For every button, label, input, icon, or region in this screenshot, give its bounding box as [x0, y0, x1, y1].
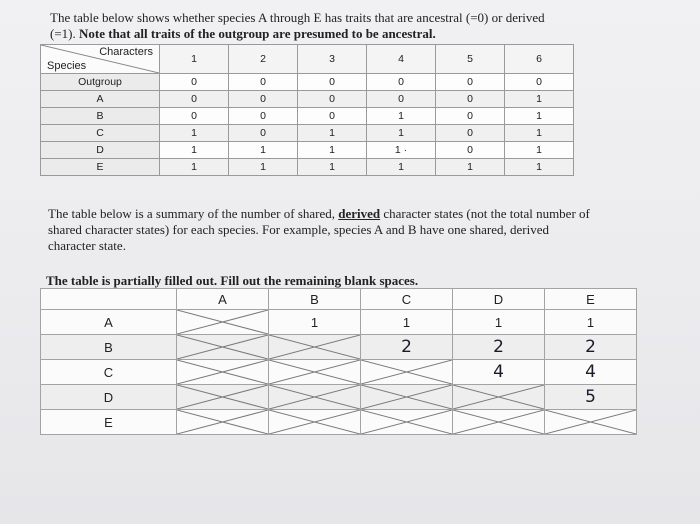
traits-cell: 0	[505, 74, 574, 91]
traits-corner-cell	[41, 45, 160, 74]
cross-mark	[269, 410, 360, 434]
traits-cell: 1	[160, 142, 229, 159]
traits-col-header: 3	[298, 45, 367, 74]
cross-mark	[177, 360, 268, 384]
summary-crossed-cell	[361, 385, 453, 410]
handwritten-value: 2	[493, 337, 504, 357]
traits-row	[41, 74, 574, 91]
cross-mark	[361, 385, 452, 409]
summary-crossed-cell	[177, 360, 269, 385]
traits-col-header: 6	[505, 45, 574, 74]
summary-row	[41, 335, 637, 360]
traits-cell: 0	[436, 91, 505, 108]
summary-crossed-cell	[453, 410, 545, 435]
summary-row-label: E	[41, 410, 177, 435]
traits-row-label: B	[41, 108, 160, 125]
traits-row	[41, 108, 574, 125]
traits-col-header: 2	[229, 45, 298, 74]
summary-desc-before: The table below is a summary of the number of shared,	[48, 206, 339, 221]
traits-cell: 1	[505, 108, 574, 125]
cross-mark	[545, 410, 636, 434]
summary-value: 1	[494, 314, 503, 330]
traits-cell: 1	[160, 159, 229, 176]
traits-table	[40, 44, 574, 176]
cross-mark	[177, 410, 268, 434]
summary-cell[interactable]	[545, 360, 637, 385]
summary-cell[interactable]	[453, 335, 545, 360]
handwritten-value: 5	[585, 387, 596, 407]
traits-col-header: 4	[367, 45, 436, 74]
traits-cell: 0	[229, 74, 298, 91]
corner-species-label: Species	[47, 60, 87, 72]
traits-cell: 1	[505, 159, 574, 176]
summary-col-header: B	[269, 289, 361, 310]
summary-crossed-cell	[177, 410, 269, 435]
traits-cell: 1	[229, 142, 298, 159]
summary-crossed-cell	[269, 410, 361, 435]
traits-cell: 0	[298, 108, 367, 125]
handwritten-value: 2	[401, 337, 412, 357]
summary-row	[41, 360, 637, 385]
traits-cell: 1	[367, 108, 436, 125]
handwritten-value: 4	[493, 362, 504, 382]
traits-cell: 0	[160, 74, 229, 91]
cross-mark	[177, 310, 268, 334]
summary-row-label: B	[41, 335, 177, 360]
summary-crossed-cell	[177, 335, 269, 360]
summary-cell[interactable]	[545, 310, 637, 335]
traits-row	[41, 91, 574, 108]
corner-characters-label: Characters	[99, 46, 153, 58]
summary-crossed-cell	[269, 385, 361, 410]
summary-row	[41, 410, 637, 435]
traits-cell: 0	[367, 91, 436, 108]
traits-cell: 1	[298, 159, 367, 176]
instruction-text: The table is partially filled out. Fill out the remaining blank spaces.	[46, 273, 419, 288]
traits-cell: 0	[298, 91, 367, 108]
intro-line-2-prefix: (=1).	[50, 26, 79, 41]
summary-col-header: D	[453, 289, 545, 310]
summary-row	[41, 385, 637, 410]
summary-crossed-cell	[269, 360, 361, 385]
handwritten-value: 2	[585, 337, 596, 357]
summary-desc-after: character states (not the total number of shared character states) for each species. For example, species A and B have one shared, derived character state.	[48, 206, 590, 253]
traits-row	[41, 125, 574, 142]
traits-col-header: 1	[160, 45, 229, 74]
traits-cell: 0	[229, 125, 298, 142]
traits-cell: 0	[367, 74, 436, 91]
cross-mark	[361, 360, 452, 384]
traits-row-label: C	[41, 125, 160, 142]
summary-col-header: A	[177, 289, 269, 310]
summary-row	[41, 310, 637, 335]
traits-cell: 1	[436, 159, 505, 176]
summary-cell[interactable]	[453, 310, 545, 335]
cross-mark	[177, 335, 268, 359]
summary-cell[interactable]	[545, 335, 637, 360]
traits-cell: 0	[436, 108, 505, 125]
traits-cell: 0	[229, 91, 298, 108]
cross-mark	[361, 410, 452, 434]
traits-cell: 1	[505, 142, 574, 159]
traits-row-label: D	[41, 142, 160, 159]
summary-cell[interactable]	[361, 335, 453, 360]
summary-cell[interactable]	[453, 360, 545, 385]
traits-row-label: Outgroup	[41, 74, 160, 91]
traits-cell: 0	[436, 142, 505, 159]
summary-cell[interactable]	[361, 310, 453, 335]
summary-crossed-cell	[177, 385, 269, 410]
cross-mark	[269, 360, 360, 384]
intro-text	[50, 10, 630, 42]
summary-description	[48, 206, 598, 254]
traits-row-label: A	[41, 91, 160, 108]
summary-row-label: A	[41, 310, 177, 335]
summary-row-label: C	[41, 360, 177, 385]
summary-col-header: C	[361, 289, 453, 310]
cross-mark	[453, 385, 544, 409]
summary-cell[interactable]	[269, 310, 361, 335]
traits-cell: 0	[298, 74, 367, 91]
shared-derived-table	[40, 288, 637, 435]
summary-crossed-cell	[453, 385, 545, 410]
summary-value: 1	[310, 314, 319, 330]
cross-mark	[269, 335, 360, 359]
traits-cell: 1	[160, 125, 229, 142]
summary-desc-underlined: derived	[338, 206, 381, 221]
traits-cell: 0	[436, 125, 505, 142]
summary-row-label: D	[41, 385, 177, 410]
traits-cell: 1	[229, 159, 298, 176]
traits-cell: 0	[160, 91, 229, 108]
traits-cell: 1	[298, 125, 367, 142]
cross-mark	[453, 410, 544, 434]
summary-crossed-cell	[361, 360, 453, 385]
traits-cell: 0	[229, 108, 298, 125]
traits-cell: 1	[298, 142, 367, 159]
cross-mark	[177, 385, 268, 409]
summary-crossed-cell	[361, 410, 453, 435]
traits-row-label: E	[41, 159, 160, 176]
summary-crossed-cell	[545, 410, 637, 435]
traits-cell: 1	[505, 125, 574, 142]
summary-crossed-cell	[269, 335, 361, 360]
traits-cell: 0	[436, 74, 505, 91]
intro-line-1: The table below shows whether species A through E has traits that are ancestral (=0) or derived	[50, 10, 545, 25]
traits-cell: 1 ·	[367, 142, 436, 159]
traits-cell: 0	[160, 108, 229, 125]
summary-cell[interactable]	[545, 385, 637, 410]
traits-cell: 1	[367, 159, 436, 176]
traits-col-header: 5	[436, 45, 505, 74]
summary-corner-cell	[41, 289, 177, 310]
summary-value: 1	[586, 314, 595, 330]
summary-crossed-cell	[177, 310, 269, 335]
summary-value: 1	[402, 314, 411, 330]
traits-row	[41, 159, 574, 176]
traits-row	[41, 142, 574, 159]
cross-mark	[269, 385, 360, 409]
intro-line-2-bold: Note that all traits of the outgroup are presumed to be ancestral.	[79, 26, 436, 41]
traits-cell: 1	[505, 91, 574, 108]
summary-col-header: E	[545, 289, 637, 310]
traits-cell: 1	[367, 125, 436, 142]
handwritten-value: 4	[585, 362, 596, 382]
